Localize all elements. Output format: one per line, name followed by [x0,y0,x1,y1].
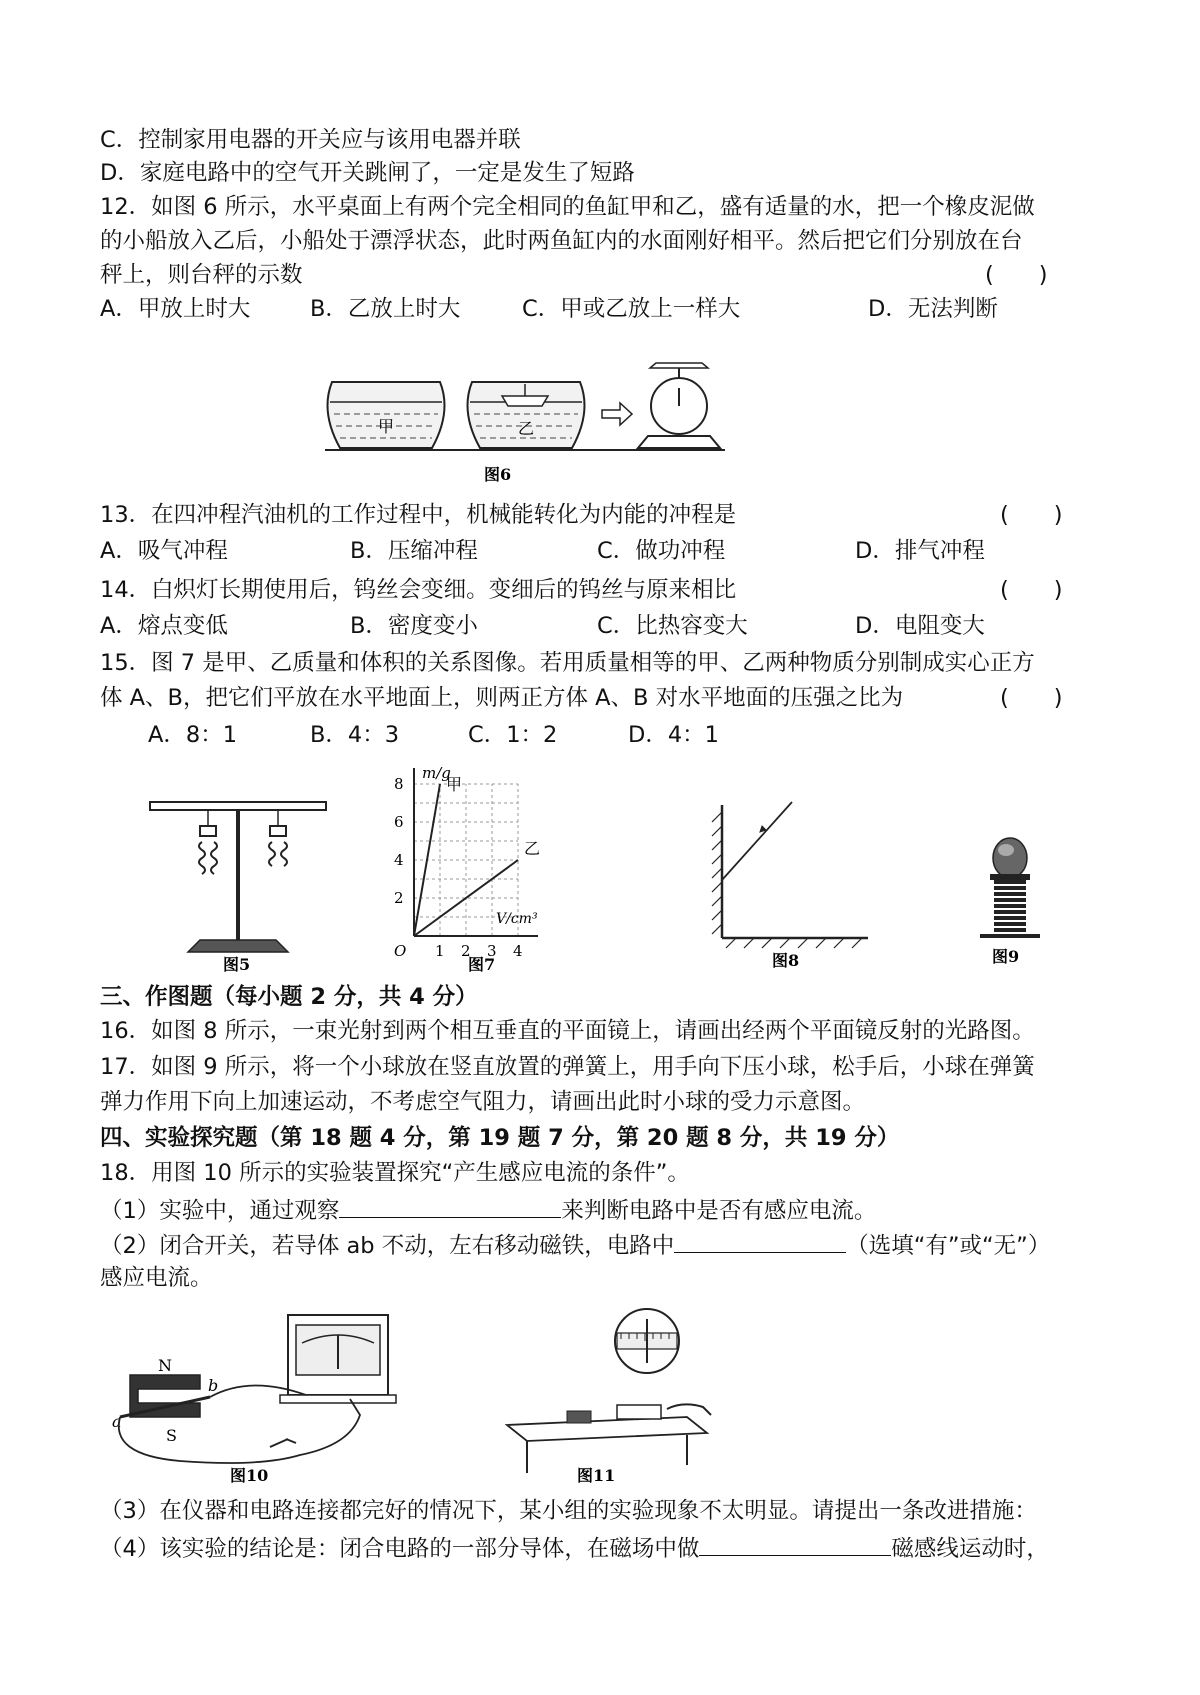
q15-option-c: C．1：2 [468,722,558,748]
series-line-jia [414,784,440,936]
x-axis-label: V/cm³ [496,911,538,927]
q17-line-2: 弹力作用下向上加速运动，不考虑空气阻力，请画出此时小球的受力示意图。 [100,1089,866,1115]
figure-7-chart [378,758,578,977]
section-4-heading: 四、实验探究题（第 18 题 4 分，第 19 题 7 分，第 20 题 8 分，共 19 分） [100,1125,900,1151]
option-d-line: D．家庭电路中的空气开关跳闸了，一定是发生了短路 [100,160,635,186]
q18-part-4-text-b: 磁感线运动时， [891,1536,1049,1562]
q12-option-b: B．乙放上时大 [310,296,461,322]
q18-part-4 [100,1531,1049,1564]
q13-option-a: A．吸气冲程 [100,538,228,564]
q16-line: 16．如图 8 所示，一束光射到两个相互垂直的平面镜上，请画出经两个平面镜反射的光路图。 [100,1018,1035,1044]
q15-line-1: 15．图 7 是甲、乙质量和体积的关系图像。若用质量相等的甲、乙两种物质分别制成实心正方 [100,650,1035,676]
figure-11 [487,1305,727,1489]
fig6-label-b: 乙 [518,419,535,438]
x-tick-label: 4 [513,942,523,960]
figure-10 [100,1305,400,1489]
figure-8 [700,800,880,974]
q18-part-1-text-b: 来判断电路中是否有感应电流。 [561,1198,877,1224]
figure-6 [320,362,730,496]
x-tick-label: 1 [435,942,445,960]
q14-answer-paren: ( ) [1000,577,1063,603]
y-tick-label: 8 [394,775,404,793]
q14-option-c: C．比热容变大 [597,613,748,639]
q13-option-c: C．做功冲程 [597,538,726,564]
q12-answer-paren: ( ) [985,262,1048,288]
q18-part-1 [100,1193,876,1226]
q17-line-1: 17．如图 9 所示，将一个小球放在竖直放置的弹簧上，用手向下压小球，松手后，小球在弹簧 [100,1054,1035,1080]
q15-option-a: A．8：1 [148,722,238,748]
q14-option-a: A．熔点变低 [100,613,228,639]
q12-option-c: C．甲或乙放上一样大 [522,296,741,322]
q12-option-d: D．无法判断 [868,296,998,322]
fig6-caption: 图6 [484,465,512,484]
y-tick-label: 2 [394,889,404,907]
fig10-caption: 图10 [230,1466,269,1485]
q12-option-a: A．甲放上时大 [100,296,251,322]
q18-blank-2[interactable] [674,1228,846,1253]
fig11-caption: 图11 [577,1466,616,1485]
fig10-s-label: S [166,1426,177,1445]
fig8-caption: 图8 [772,951,800,970]
q15-option-d: D．4：1 [628,722,719,748]
q13-option-b: B．压缩冲程 [350,538,478,564]
figure-5 [148,792,328,976]
q12-line-1: 12．如图 6 所示，水平桌面上有两个完全相同的鱼缸甲和乙，盛有适量的水，把一个橡皮泥做 [100,194,1035,220]
option-c-line: C．控制家用电器的开关应与该用电器并联 [100,127,521,153]
q18-part-2-text-b: （选填“有”或“无”） [846,1233,1051,1259]
q13-line: 13．在四冲程汽油机的工作过程中，机械能转化为内能的冲程是 [100,502,737,528]
q18-line: 18．用图 10 所示的实验装置探究“产生感应电流的条件”。 [100,1160,690,1186]
q18-part-2-text-a: （2）闭合开关，若导体 ab 不动，左右移动磁铁，电路中 [100,1233,675,1259]
y-axis-label: m/g [422,764,451,782]
q18-part-3: （3）在仪器和电路连接都完好的情况下，某小组的实验现象不太明显。请提出一条改进措施： [100,1498,1037,1524]
figure-9 [960,830,1060,974]
y-tick-label: 4 [394,851,404,869]
q15-answer-paren: ( ) [1000,685,1063,711]
q14-option-d: D．电阻变大 [855,613,985,639]
q18-part-1-text-a: （1）实验中，通过观察 [100,1198,340,1224]
fig10-n-label: N [158,1356,172,1375]
q12-line-2: 的小船放入乙后，小船处于漂浮状态，此时两鱼缸内的水面刚好相平。然后把它们分别放在台 [100,228,1023,254]
fig5-caption: 图5 [223,955,251,972]
series-label: 乙 [524,839,541,858]
section-3-heading: 三、作图题（每小题 2 分，共 4 分） [100,984,478,1010]
series-label: 甲 [446,775,463,794]
q18-part-2 [100,1228,1050,1261]
q13-answer-paren: ( ) [1000,502,1063,528]
q12-line-3: 秤上，则台秤的示数 [100,262,303,288]
q18-part-2-cont: 感应电流。 [100,1265,213,1291]
q14-line: 14．白炽灯长期使用后，钨丝会变细。变细后的钨丝与原来相比 [100,577,737,603]
x-tick-label: 3 [487,942,497,960]
q18-blank-4[interactable] [699,1531,891,1556]
origin-label: O [394,942,407,960]
q15-option-b: B．4：3 [310,722,400,748]
q14-option-b: B．密度变小 [350,613,478,639]
fig10-b-label: b [208,1376,219,1395]
y-tick-label: 6 [394,813,404,831]
x-tick-label: 2 [461,942,471,960]
q15-line-2: 体 A、B，把它们平放在水平地面上，则两正方体 A、B 对水平地面的压强之比为 [100,685,904,711]
fig9-caption: 图9 [992,947,1020,966]
q18-part-4-text-a: （4）该实验的结论是：闭合电路的一部分导体，在磁场中做 [100,1536,700,1562]
fig7-caption: 图7 [468,955,496,973]
q18-blank-1[interactable] [339,1193,561,1218]
q13-option-d: D．排气冲程 [855,538,985,564]
fig10-a-label: a [112,1412,122,1431]
fig6-label-a: 甲 [378,417,395,436]
